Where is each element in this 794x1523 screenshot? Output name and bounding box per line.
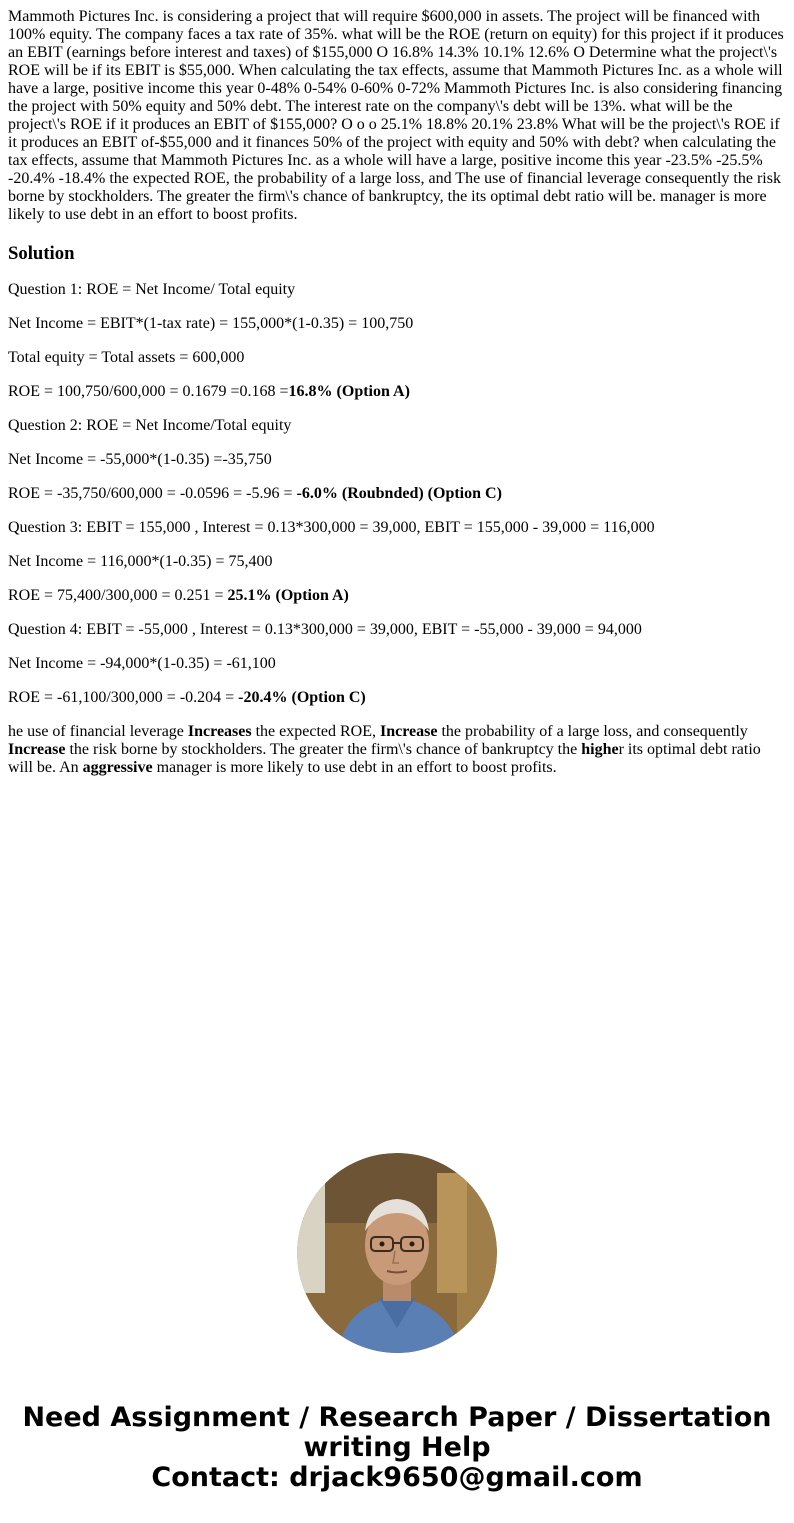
q1-roe-calc: ROE = 100,750/600,000 = 0.1679 =0.168 =	[8, 383, 289, 400]
conclusion-text: r its optimal debt ratio will be. An	[8, 741, 761, 776]
q4-roe-answer: -20.4% (Option C)	[238, 689, 366, 706]
footer-banner	[0, 1403, 794, 1493]
conclusion-text: the risk borne by stockholders. The greater the firm\'s chance of bankruptcy the	[65, 741, 582, 758]
conclusion-bold: aggressive	[82, 759, 153, 776]
q2-roe	[8, 485, 786, 503]
q1-net-income: Net Income = EBIT*(1-tax rate) = 155,000*(1-0.35) = 100,750	[8, 315, 414, 332]
question-text: Mammoth Pictures Inc. is considering a project that will require $600,000 in assets. The project will be financed with 100% equity. The company faces a tax rate of 35%. what will be the ROE (return on equity) for this project if it produces an EBIT (earnings before interest and taxes) of $155,000 O 16.8% 14.3% 10.1% 12.6% O Determine what the project\'s ROE will be if its EBIT is $55,000. When calculating the tax effects, assume that Mammoth Pictures Inc. as a whole will have a large, positive income this year 0-48% 0-54% 0-60% 0-72% Mammoth Pictures Inc. is also considering financing the project with 50% equity and 50% debt. The interest rate on the company\'s debt will be 13%. what will be the project\'s ROE if it produces an EBIT of $155,000? O o o 25.1% 18.8% 20.1% 23.8% What will be the project\'s ROE if it produces an EBIT of-$55,000 and it finances 50% of the project with equity and 50% with debt? when calculating the tax effects, assume that Mammoth Pictures Inc. as a whole will have a large, positive income this year -23.5% -25.5% -20.4% -18.4% the expected ROE, the probability of a large loss, and The use of financial leverage consequently the risk borne by stockholders. The greater the firm\'s chance of bankruptcy, the its optimal debt ratio will be. manager is more likely to use debt in an effort to boost profits.	[8, 8, 784, 223]
footer-contact: Contact: drjack9650@gmail.com	[151, 1462, 643, 1493]
document-body	[8, 8, 786, 793]
person-photo-icon	[297, 1153, 497, 1353]
footer-line-1: Need Assignment / Research Paper / Dissertation	[22, 1402, 772, 1433]
q1-total-equity: Total equity = Total assets = 600,000	[8, 349, 245, 366]
q3-roe-answer: 25.1% (Option A)	[227, 587, 349, 604]
q1-roe	[8, 383, 786, 401]
q2-roe-answer: -6.0% (Roubnded) (Option C)	[296, 485, 502, 502]
q2-roe-calc: ROE = -35,750/600,000 = -0.0596 = -5.96 =	[8, 485, 297, 502]
conclusion-bold: Increase	[380, 723, 438, 740]
conclusion-paragraph	[8, 723, 786, 777]
q2-formula: Question 2: ROE = Net Income/Total equity	[8, 417, 292, 434]
conclusion-bold: Increase	[8, 741, 66, 758]
conclusion-text: the probability of a large loss, and consequently	[437, 723, 748, 740]
conclusion-text: he use of financial leverage	[8, 723, 188, 740]
q1-roe-answer: 16.8% (Option A)	[288, 383, 410, 400]
conclusion-bold: highe	[581, 741, 619, 758]
q4-roe-calc: ROE = -61,100/300,000 = -0.204 =	[8, 689, 239, 706]
conclusion-text: the expected ROE,	[251, 723, 381, 740]
footer-line-2: writing Help	[303, 1432, 491, 1463]
q3-net-income: Net Income = 116,000*(1-0.35) = 75,400	[8, 553, 273, 570]
q4-ebit: Question 4: EBIT = -55,000 , Interest = 0.13*300,000 = 39,000, EBIT = -55,000 - 39,000 = 94,000	[8, 621, 642, 638]
q3-roe-calc: ROE = 75,400/300,000 = 0.251 =	[8, 587, 228, 604]
q4-net-income: Net Income = -94,000*(1-0.35) = -61,100	[8, 655, 276, 672]
q2-net-income: Net Income = -55,000*(1-0.35) =-35,750	[8, 451, 272, 468]
solution-heading: Solution	[8, 243, 75, 264]
q4-roe	[8, 689, 786, 707]
conclusion-bold: Increases	[187, 723, 252, 740]
author-avatar	[297, 1153, 497, 1353]
q3-roe	[8, 587, 786, 605]
conclusion-text: manager is more likely to use debt in an effort to boost profits.	[152, 759, 557, 776]
q3-ebit: Question 3: EBIT = 155,000 , Interest = 0.13*300,000 = 39,000, EBIT = 155,000 - 39,000 = 116,000	[8, 519, 655, 536]
q1-formula: Question 1: ROE = Net Income/ Total equity	[8, 281, 296, 298]
